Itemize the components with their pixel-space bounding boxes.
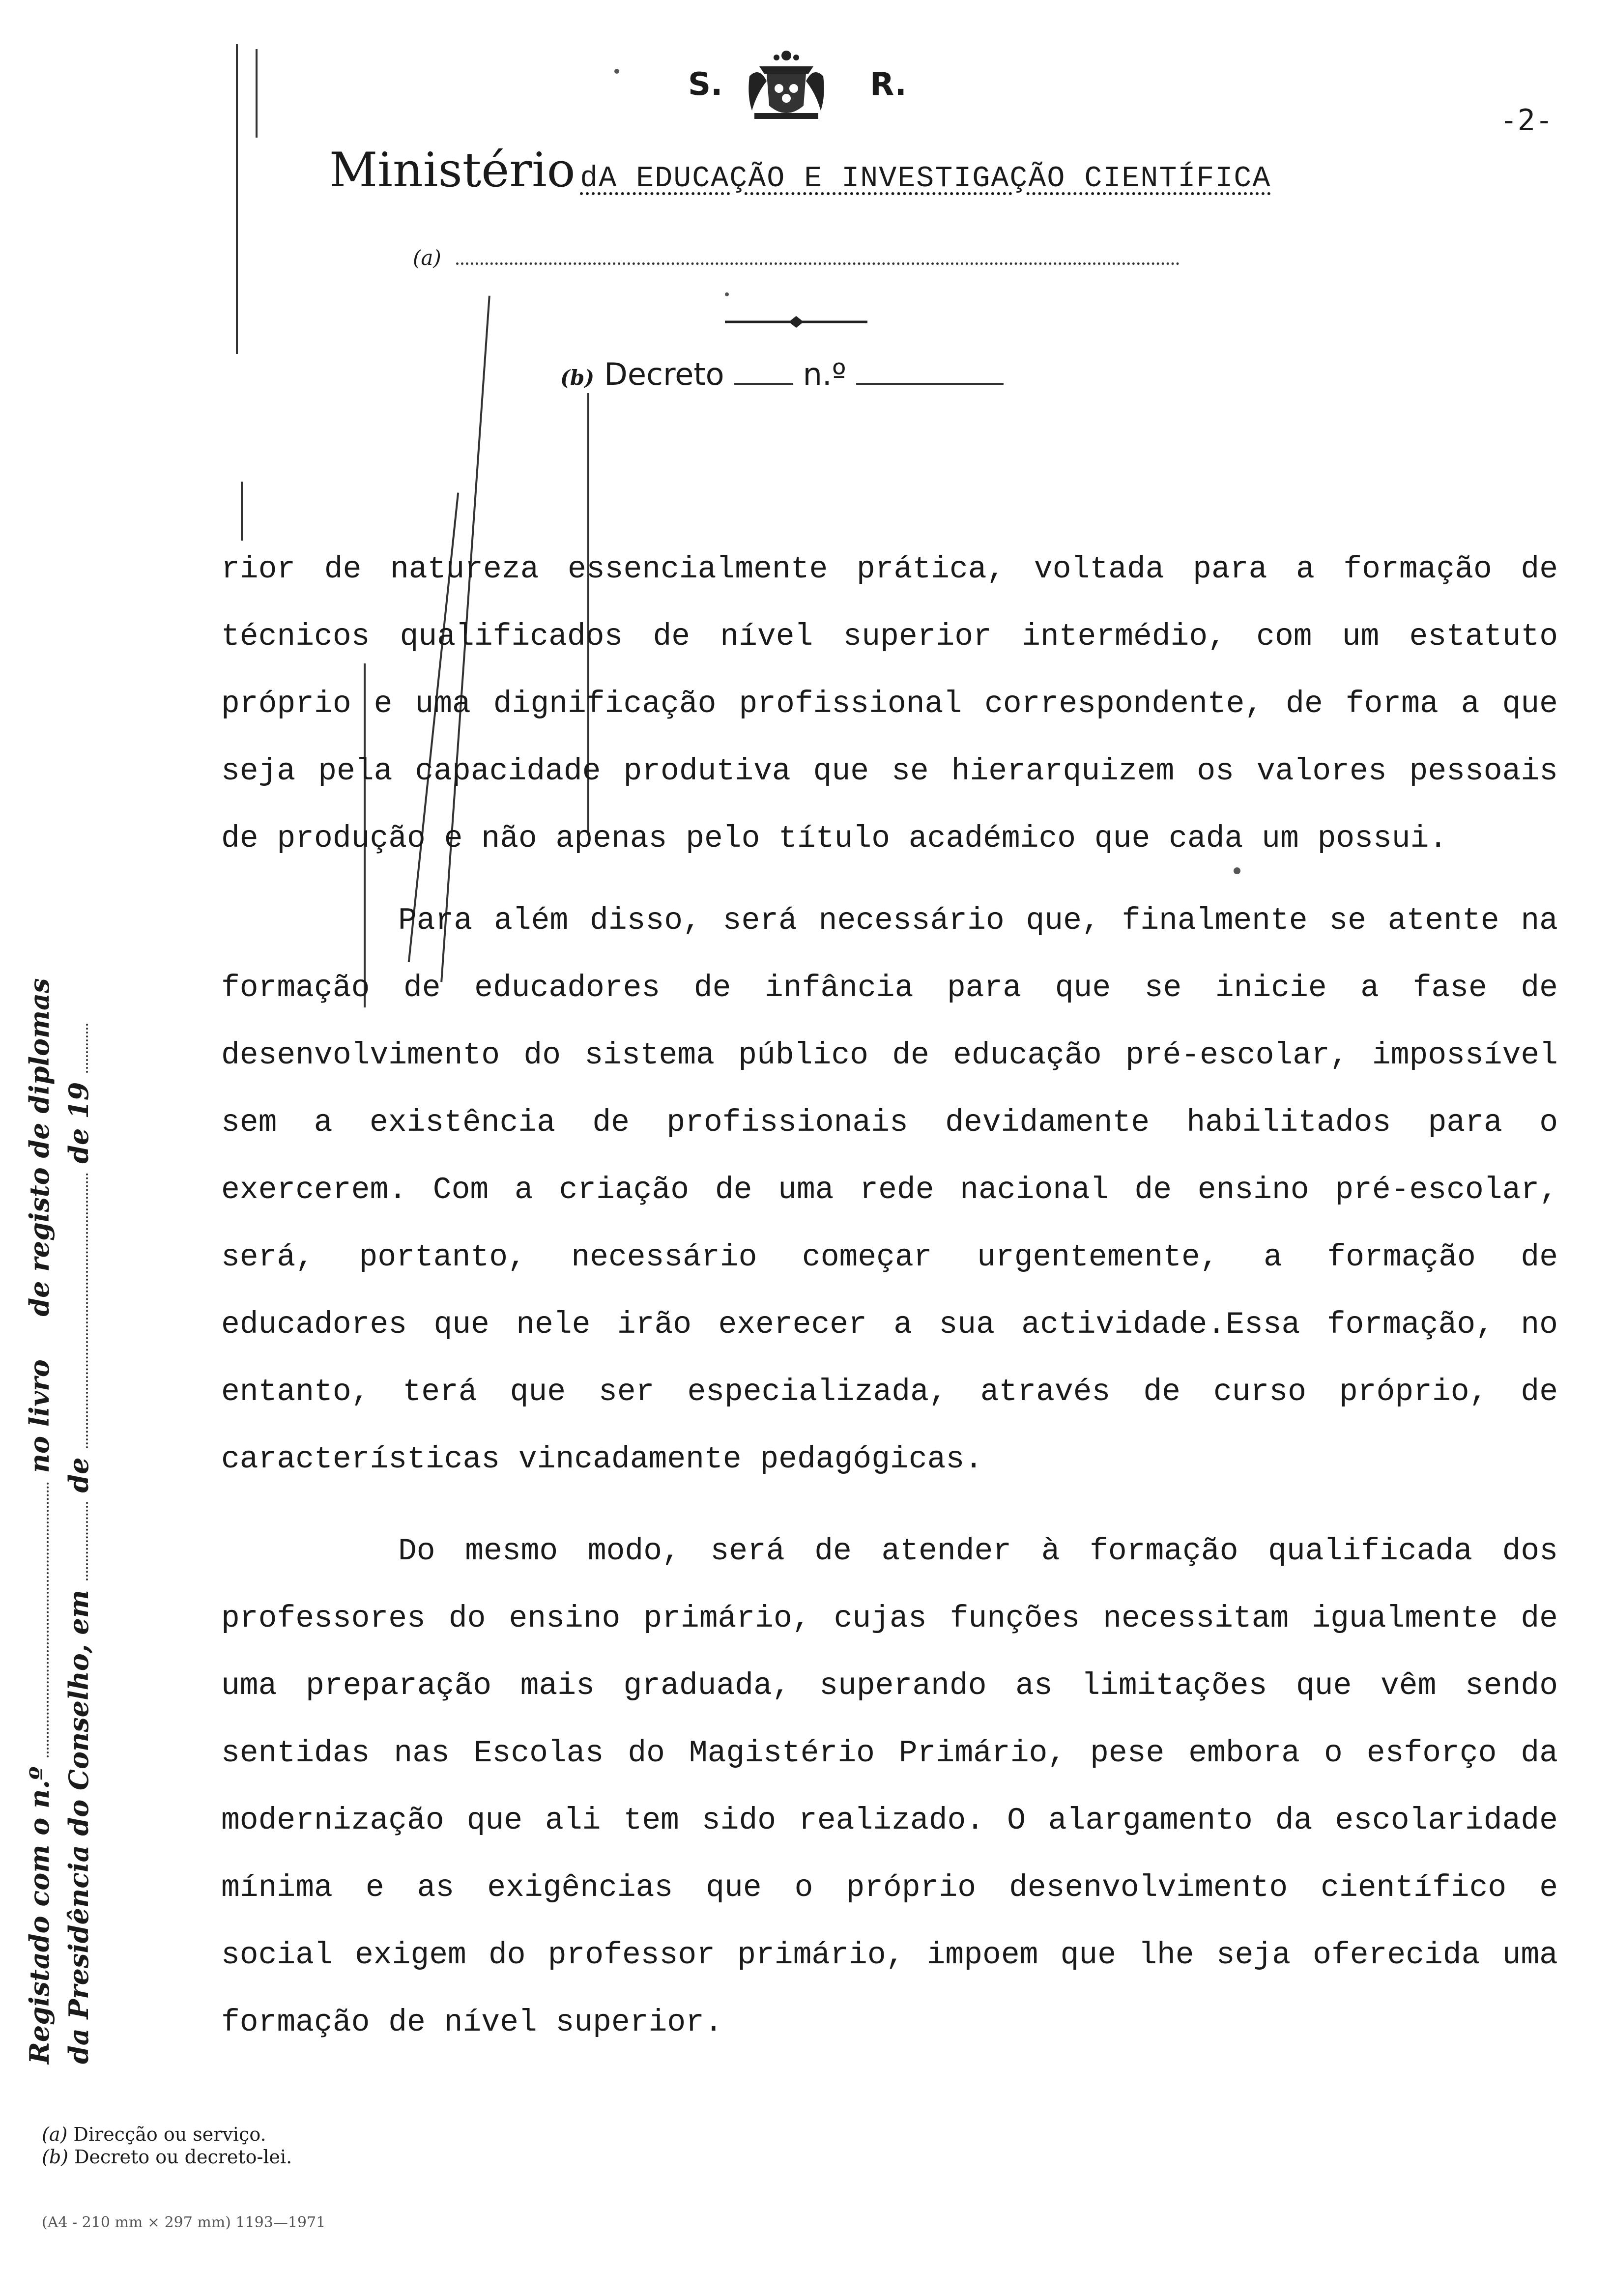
ministry-title	[329, 143, 1271, 198]
ink-speck	[614, 69, 619, 74]
direcao-field	[413, 246, 1180, 270]
registry-line-1-c: de registo de diplomas	[24, 978, 55, 1317]
page-number: -2-	[1499, 103, 1553, 138]
body-paragraph: rior de natureza essencialmente prática, voltada para a formação de técnicos qualificados de nível superior intermédio, com um estatuto próprio e uma dignificação profissional correspondente, de forma a que seja pela capacidade produtiva que se hierarquizem os valores pessoais de produção e não apenas pelo título académico que cada um possui.	[221, 552, 1558, 856]
footnote-a	[42, 2123, 292, 2146]
registry-line-1-b: no livro	[24, 1359, 55, 1473]
body-paragraph: Para além disso, será necessário que, finalmente se atente na formação de educadores de infância para que se inicie a fase de desenvolvimento do sistema público de educação pré-escolar, impossível sem a existência de profissionais devidamente habilitados para o exercerem. Com a criação de uma rede nacional de ensino pré-escolar, será, portanto, necessário começar urgentemente, a formação de educadores que nele irão exerecer a sua actividade.Essa formação, no entanto, terá que ser especializada, através de curso próprio, de características vincadamente pedagógicas.	[221, 903, 1558, 1477]
registry-line-2-b: de	[63, 1457, 94, 1493]
footnotes	[42, 2123, 292, 2168]
pen-stroke	[256, 49, 258, 138]
decreto-marker: (b)	[560, 366, 595, 390]
ministry-department: dA EDUCAÇÃO E INVESTIGAÇÃO CIENTÍFICA	[580, 162, 1271, 196]
registry-line-2-c: de 19	[63, 1082, 94, 1164]
decreto-line	[560, 356, 1004, 392]
registry-line-2-a: da Presidência do Conselho, em	[63, 1590, 94, 2064]
document-body	[221, 536, 1558, 2056]
footnote-b-text: Decreto ou decreto-lei.	[74, 2146, 292, 2168]
registry-line-2	[59, 541, 98, 2064]
direcao-blank	[456, 248, 1180, 265]
ink-speck	[725, 292, 729, 296]
decreto-number-blank	[856, 383, 1004, 385]
pen-stroke	[241, 482, 243, 541]
footnote-b-marker: (b)	[42, 2146, 68, 2168]
footnote-a-text: Direcção ou serviço.	[73, 2124, 266, 2145]
decreto-word: Decreto	[604, 356, 724, 392]
header-r-letter: R.	[870, 66, 907, 103]
coat-of-arms-icon	[745, 47, 828, 125]
form-code: (A4 - 210 mm × 297 mm) 1193—1971	[42, 2214, 326, 2231]
decreto-number-label: n.º	[803, 356, 846, 392]
footnote-a-marker: (a)	[42, 2124, 68, 2145]
decreto-type-blank	[734, 383, 793, 385]
registry-line-1	[20, 541, 59, 2064]
header-emblem-group	[678, 47, 934, 135]
diamond-divider	[725, 315, 867, 329]
registry-margin-note	[20, 541, 147, 2064]
direcao-label: (a)	[413, 246, 441, 270]
ministry-word: Ministério	[329, 143, 576, 198]
footnote-b	[42, 2146, 292, 2168]
registry-line-1-a: Registado com o n.º	[24, 1766, 55, 2064]
pen-stroke	[236, 44, 238, 354]
body-paragraph: Do mesmo modo, será de atender à formação qualificada dos professores do ensino primário, cujas funções necessitam igualmente de uma preparação mais graduada, superando as limitações que vêm sendo sentidas nas Escolas do Magistério Primário, pese embora o esforço da modernização que ali tem sido realizado. O alargamento da escolaridade mínima e as exigências que o próprio desenvolvimento científico e social exigem do professor primário, impoem que lhe seja oferecida uma formação de nível superior.	[221, 1534, 1558, 2040]
header-s-letter: S.	[688, 66, 723, 103]
